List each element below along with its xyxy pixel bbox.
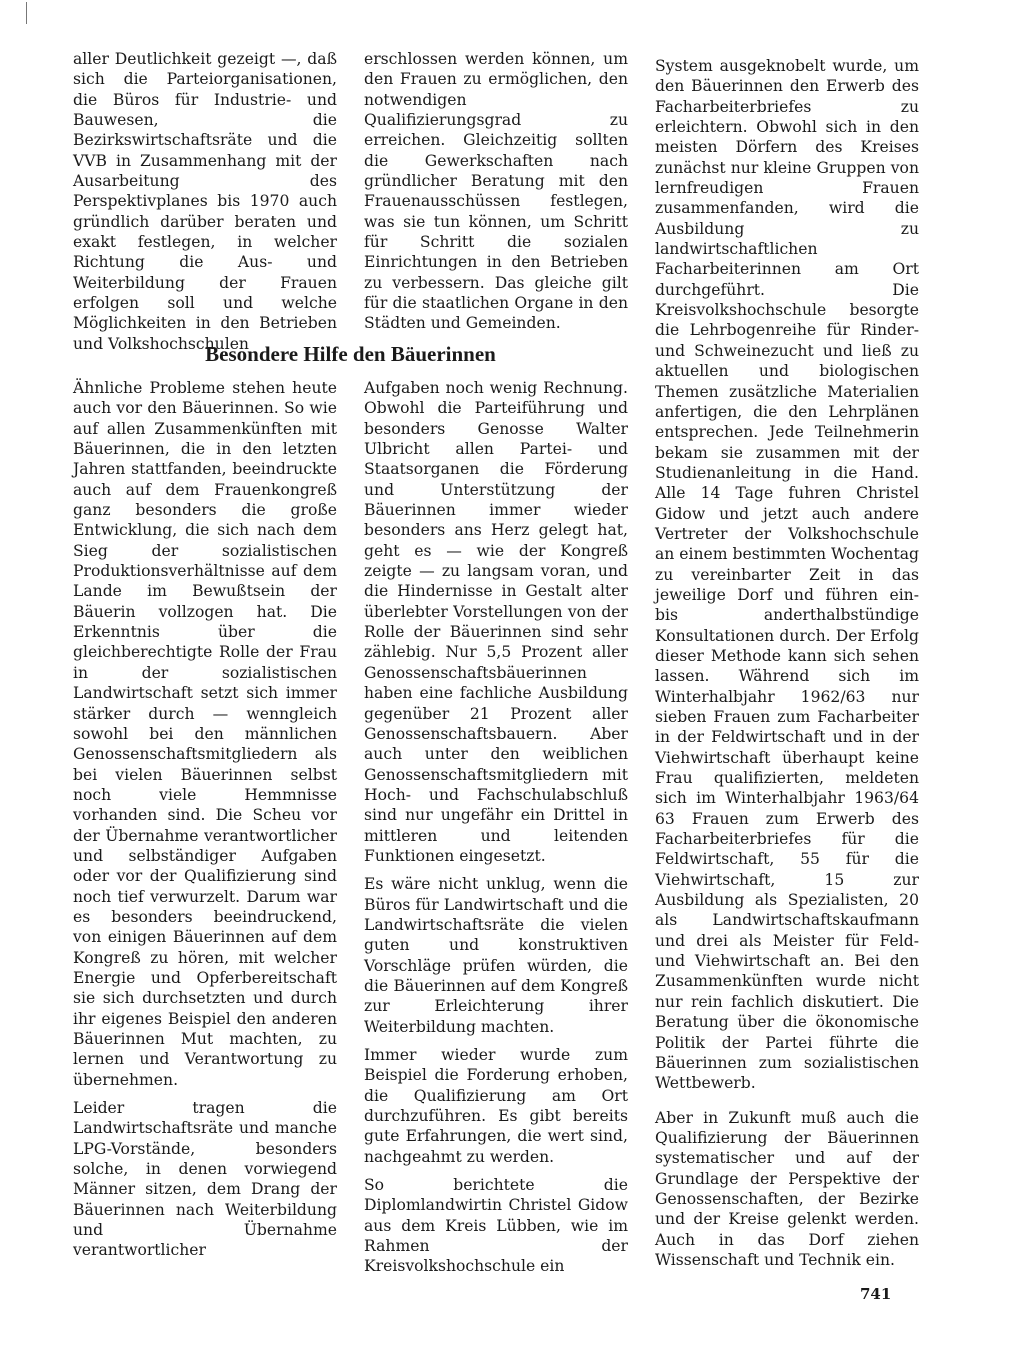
paragraph: So berichtete die Diplomlandwirtin Christel Gidow aus dem Kreis Lübben, wie im Rahmen der Kreisvolkshochschule ein xyxy=(364,1176,628,1276)
section-heading: Besondere Hilfe den Bäuerinnen xyxy=(205,342,496,366)
paragraph: Aber in Zukunft muß auch die Qualifizierung der Bäuerinnen systematischer und auf der Grundlage der Perspektive der Genossenschaften, der Bezirke und der Kreise gelenkt werden. Auch in das Dorf ziehen Wissenschaft und Technik ein. xyxy=(655,1108,919,1269)
column-top-middle xyxy=(364,49,628,334)
page-number: 741 xyxy=(860,1285,892,1303)
paragraph: Leider tragen die Landwirtschaftsräte und manche LPG-Vorstände, besonders solche, in denen vorwiegend Männer sitzen, dem Drang der Bäuerinnen nach Weiterbildung und Übernahme verantwortlicher xyxy=(73,1099,337,1260)
column-bottom-middle xyxy=(364,378,628,1277)
paragraph: aller Deutlichkeit gezeigt —, daß sich die Parteiorganisationen, die Büros für Industrie- und Bauwesen, die Bezirkswirtschaftsräte und die VVB in Zusammenhang mit der Ausarbeitung des Perspektivplanes bis 1970 auch gründlich darüber beraten und exakt festlegen, in welcher Richtung die Aus- und Weiterbildung der Frauen erfolgen soll und welche Möglichkeiten in den Betrieben und Volkshochschulen xyxy=(73,50,337,353)
paragraph: erschlossen werden können, um den Frauen zu ermöglichen, den notwendigen Qualifizierungsgrad zu erreichen. Gleichzeitig sollten die Gewerkschaften nach gründlicher Beratung mit den Frauenausschüssen festlegen, was sie tun können, um Schritt für Schritt die sozialen Einrichtungen in den Betrieben zu verbessern. Das gleiche gilt für die staatlichen Organe in den Städten und Gemeinden. xyxy=(364,50,628,333)
paragraph: Ähnliche Probleme stehen heute auch vor den Bäuerinnen. So wie auf allen Zusammenkünften mit Bäuerinnen, die in den letzten Jahren stattfanden, beeindruckte auch auf dem Frauenkongreß ganz besonders die große Entwicklung, die sich nach dem Sieg der sozialistischen Produktionsverhältnisse auf dem Lande im Bewußtsein der Bäuerin vollzogen hat. Die Erkenntnis über die gleichberechtigte Rolle der Frau in der sozialistischen Landwirtschaft setzt sich immer stärker durch — wenngleich sowohl bei den männlichen Genossenschaftsmitgliedern als bei vielen Bäuerinnen selbst noch viele Hemmnisse vorhanden sind. Die Scheu vor der Übernahme verantwortlicher und selbständiger Aufgaben oder vor der Qualifizierung sind noch tief verwurzelt. Darum war es besonders beeindruckend, von einigen Bäuerinnen auf dem Kongreß zu hören, mit welcher Energie und Opferbereitschaft sie sich durchsetzten und durch ihr eigenes Beispiel den anderen Bäuerinnen Mut machten, zu lernen und Verantwortung zu übernehmen. xyxy=(73,379,337,1089)
column-bottom-left xyxy=(73,378,337,1261)
margin-tick-mark xyxy=(26,2,27,24)
column-right xyxy=(655,56,919,1270)
column-top-left xyxy=(73,49,337,354)
paragraph: Aufgaben noch wenig Rechnung. Obwohl die Parteiführung und besonders Genosse Walter Ulbricht allen Partei- und Staatsorganen die Förderung und Unterstützung der Bäuerinnen immer wieder besonders ans Herz gelegt hat, geht es — wie der Kongreß zeigte — zu langsam voran, und die Hindernisse in Gestalt alter überlebter Vorstellungen von der Rolle der Bäuerinnen sind sehr zählebig. Nur 5,5 Prozent aller Genossenschaftsbäuerinnen haben eine fachliche Ausbildung gegenüber 21 Prozent aller Genossenschaftsbauern. Aber auch unter den weiblichen Genossenschaftsmitgliedern mit Hoch- und Fachschulabschluß sind nur ungefähr ein Drittel in mittleren und leitenden Funktionen eingesetzt. xyxy=(364,379,628,865)
paragraph: Es wäre nicht unklug, wenn die Büros für Landwirtschaft und die Landwirtschaftsräte die vielen guten und konstruktiven Vorschläge prüfen würden, die die Bäuerinnen auf dem Kongreß zur Erleichterung ihrer Weiterbildung machten. xyxy=(364,875,628,1036)
paragraph: Immer wieder wurde zum Beispiel die Forderung erhoben, die Qualifizierung am Ort durchzuführen. Es gibt bereits gute Erfahrungen, die wert sind, nachgeahmt zu werden. xyxy=(364,1046,628,1166)
paragraph: System ausgeknobelt wurde, um den Bäuerinnen den Erwerb des Facharbeiterbriefes zu erleichtern. Obwohl sich in den meisten Dörfern des Kreises zunächst nur kleine Gruppen von lernfreudigen Frauen zusammenfanden, wird die Ausbildung zu landwirtschaftlichen Facharbeiterinnen am Ort durchgeführt. Die Kreisvolkshochschule besorgte die Lehrbogenreihe für Rinder- und Schweinezucht und ließ zu aktuellen und biologischen Themen zusätzliche Materialien anfertigen, die den Lehrplänen entsprechen. Jede Teilnehmerin bekam sie zusammen mit der Studienanleitung in die Hand. Alle 14 Tage fuhren Christel Gidow und jetzt auch andere Vertreter der Volkshochschule an einem bestimmten Wochentag zu vereinbarter Zeit in das jeweilige Dorf und führen ein- bis anderthalbstündige Konsultationen durch. Der Erfolg dieser Methode kann sich sehen lassen. Während sich im Winterhalbjahr 1962/63 nur sieben Frauen zum Facharbeiter in der Feldwirtschaft und in der Viehwirtschaft überhaupt keine Frau qualifizierten, meldeten sich im Winterhalbjahr 1963/64 63 Frauen zum Erwerb des Facharbeiterbriefes für die Feldwirtschaft, 55 für die Viehwirtschaft, 15 zur Ausbildung als Spezialisten, 20 als Landwirtschaftskaufmann und drei als Meister für Feld- und Viehwirtschaft an. Bei den Zusammenkünften wurde nicht nur rein fachlich diskutiert. Die Beratung über die ökonomische Politik der Partei führte die Bäuerinnen zum sozialistischen Wettbewerb. xyxy=(655,57,920,1093)
